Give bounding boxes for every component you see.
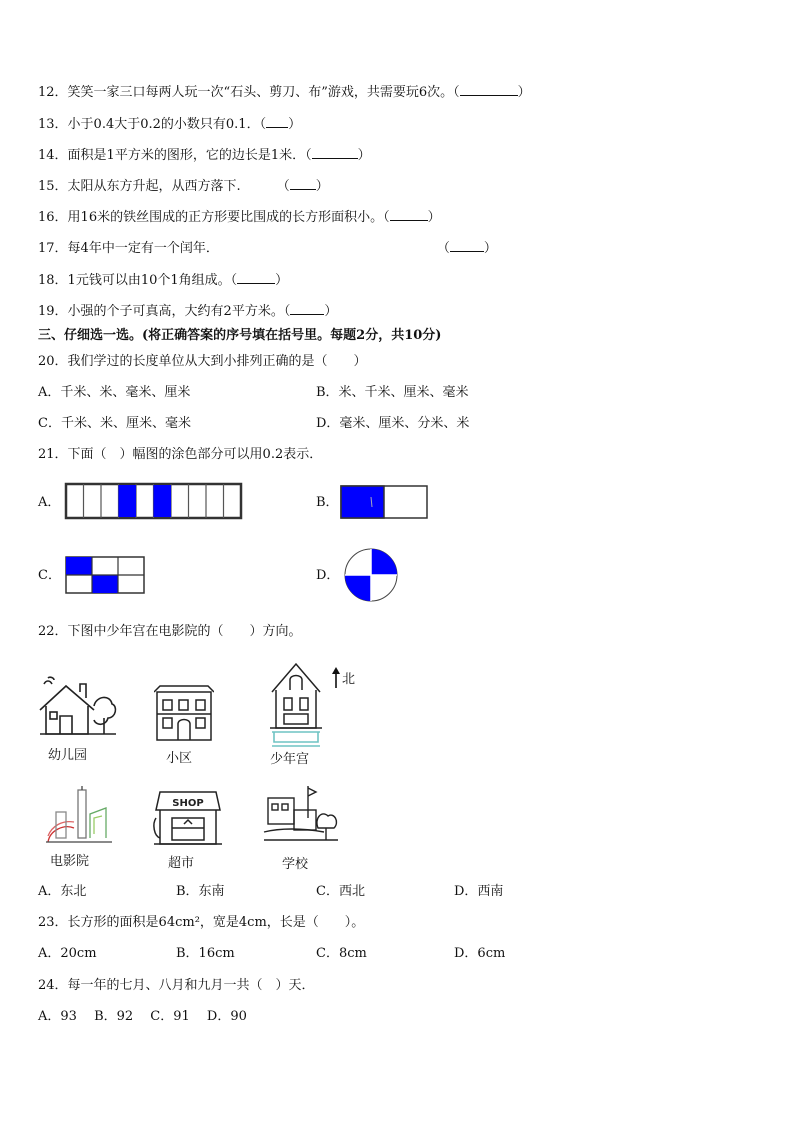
answer-blank[interactable] [312, 145, 358, 159]
answer-blank[interactable] [266, 114, 288, 128]
q24-options[interactable]: A．93 B．92 C．91 D．90 [38, 1009, 247, 1024]
q21-figure-a [64, 482, 244, 520]
question-12: 12．笑笑一家三口每两人玩一次“石头、剪刀、布”游戏，共需要玩6次。（ ） [38, 82, 531, 102]
q22-option-a[interactable]: A．东北 [38, 884, 87, 899]
answer-blank[interactable] [290, 301, 324, 315]
q23-option-d[interactable]: D．6cm [454, 946, 506, 961]
question-19: 19．小强的个子可真高，大约有2平方米。（ ） [38, 301, 337, 321]
question-13: 13．小于0.4大于0.2的小数只有0.1．（ ） [38, 114, 301, 134]
place-label-cinema: 电影院 [50, 854, 90, 869]
place-label-school: 学校 [282, 857, 309, 872]
question-24-stem: 24．每一年的七月、八月和九月一共（ ）天． [38, 978, 315, 993]
question-15: 15．太阳从东方升起，从西方落下. （ ） [38, 176, 329, 196]
question-22-stem: 22．下图中少年宫在电影院的（ ）方向。 [38, 624, 302, 639]
q21-option-c[interactable]: C． [38, 568, 61, 583]
q23-option-c[interactable]: C．8cm [316, 946, 367, 961]
answer-blank[interactable] [460, 82, 518, 96]
q23-option-a[interactable]: A．20cm [38, 946, 97, 961]
cinema-icon [44, 786, 114, 848]
q20-option-b[interactable]: B．米、千米、厘米、毫米 [316, 385, 469, 400]
answer-blank[interactable] [237, 270, 275, 284]
question-16: 16．用16米的铁丝围成的正方形要比围成的长方形面积小。（ ） [38, 207, 441, 227]
q22-option-b[interactable]: B．东南 [176, 884, 225, 899]
question-23-stem: 23．长方形的面积是64cm²，宽是4cm，长是（ ）。 [38, 915, 365, 930]
q21-figure-c [64, 555, 146, 595]
shop-sign: SHOP [172, 798, 204, 809]
youth-palace-icon [266, 662, 326, 748]
answer-blank[interactable] [450, 238, 484, 252]
north-label: 北 [342, 672, 356, 687]
q22-option-c[interactable]: C．西北 [316, 884, 365, 899]
question-17: 17．每4年中一定有一个闰年． （ ） [38, 238, 497, 258]
place-label-residential: 小区 [166, 751, 193, 766]
place-label-kindergarten: 幼儿园 [48, 748, 88, 763]
school-icon [262, 784, 340, 848]
q22-option-d[interactable]: D．西南 [454, 884, 504, 899]
residential-icon [154, 684, 214, 742]
question-21-stem: 21．下面（ ）幅图的涂色部分可以用0.2表示． [38, 447, 323, 462]
q21-figure-d [343, 545, 399, 605]
answer-blank[interactable] [390, 207, 428, 221]
question-18: 18．1元钱可以由10个1角组成。（ ） [38, 270, 288, 290]
supermarket-icon [152, 788, 224, 848]
question-14: 14．面积是1平方米的图形，它的边长是1米．（ ） [38, 145, 371, 165]
q20-option-a[interactable]: A．千米、米、毫米、厘米 [38, 385, 191, 400]
q21-option-b[interactable]: B． [316, 495, 339, 510]
q20-option-d[interactable]: D．毫米、厘米、分米、米 [316, 416, 470, 431]
kindergarten-icon [36, 676, 118, 738]
q21-option-d[interactable]: D． [316, 568, 340, 583]
question-20-stem: 20．我们学过的长度单位从大到小排列正确的是（ ） [38, 354, 367, 369]
place-label-youth-palace: 少年宫 [270, 752, 310, 767]
q23-option-b[interactable]: B．16cm [176, 946, 235, 961]
answer-blank[interactable] [290, 176, 316, 190]
section-3-heading: 三、仔细选一选。(将正确答案的序号填在括号里。每题2分，共10分) [38, 328, 442, 343]
q21-option-a[interactable]: A． [38, 495, 61, 510]
q20-option-c[interactable]: C．千米、米、厘米、毫米 [38, 416, 191, 431]
q21-figure-b [339, 484, 429, 520]
place-label-supermarket: 超市 [168, 856, 195, 871]
